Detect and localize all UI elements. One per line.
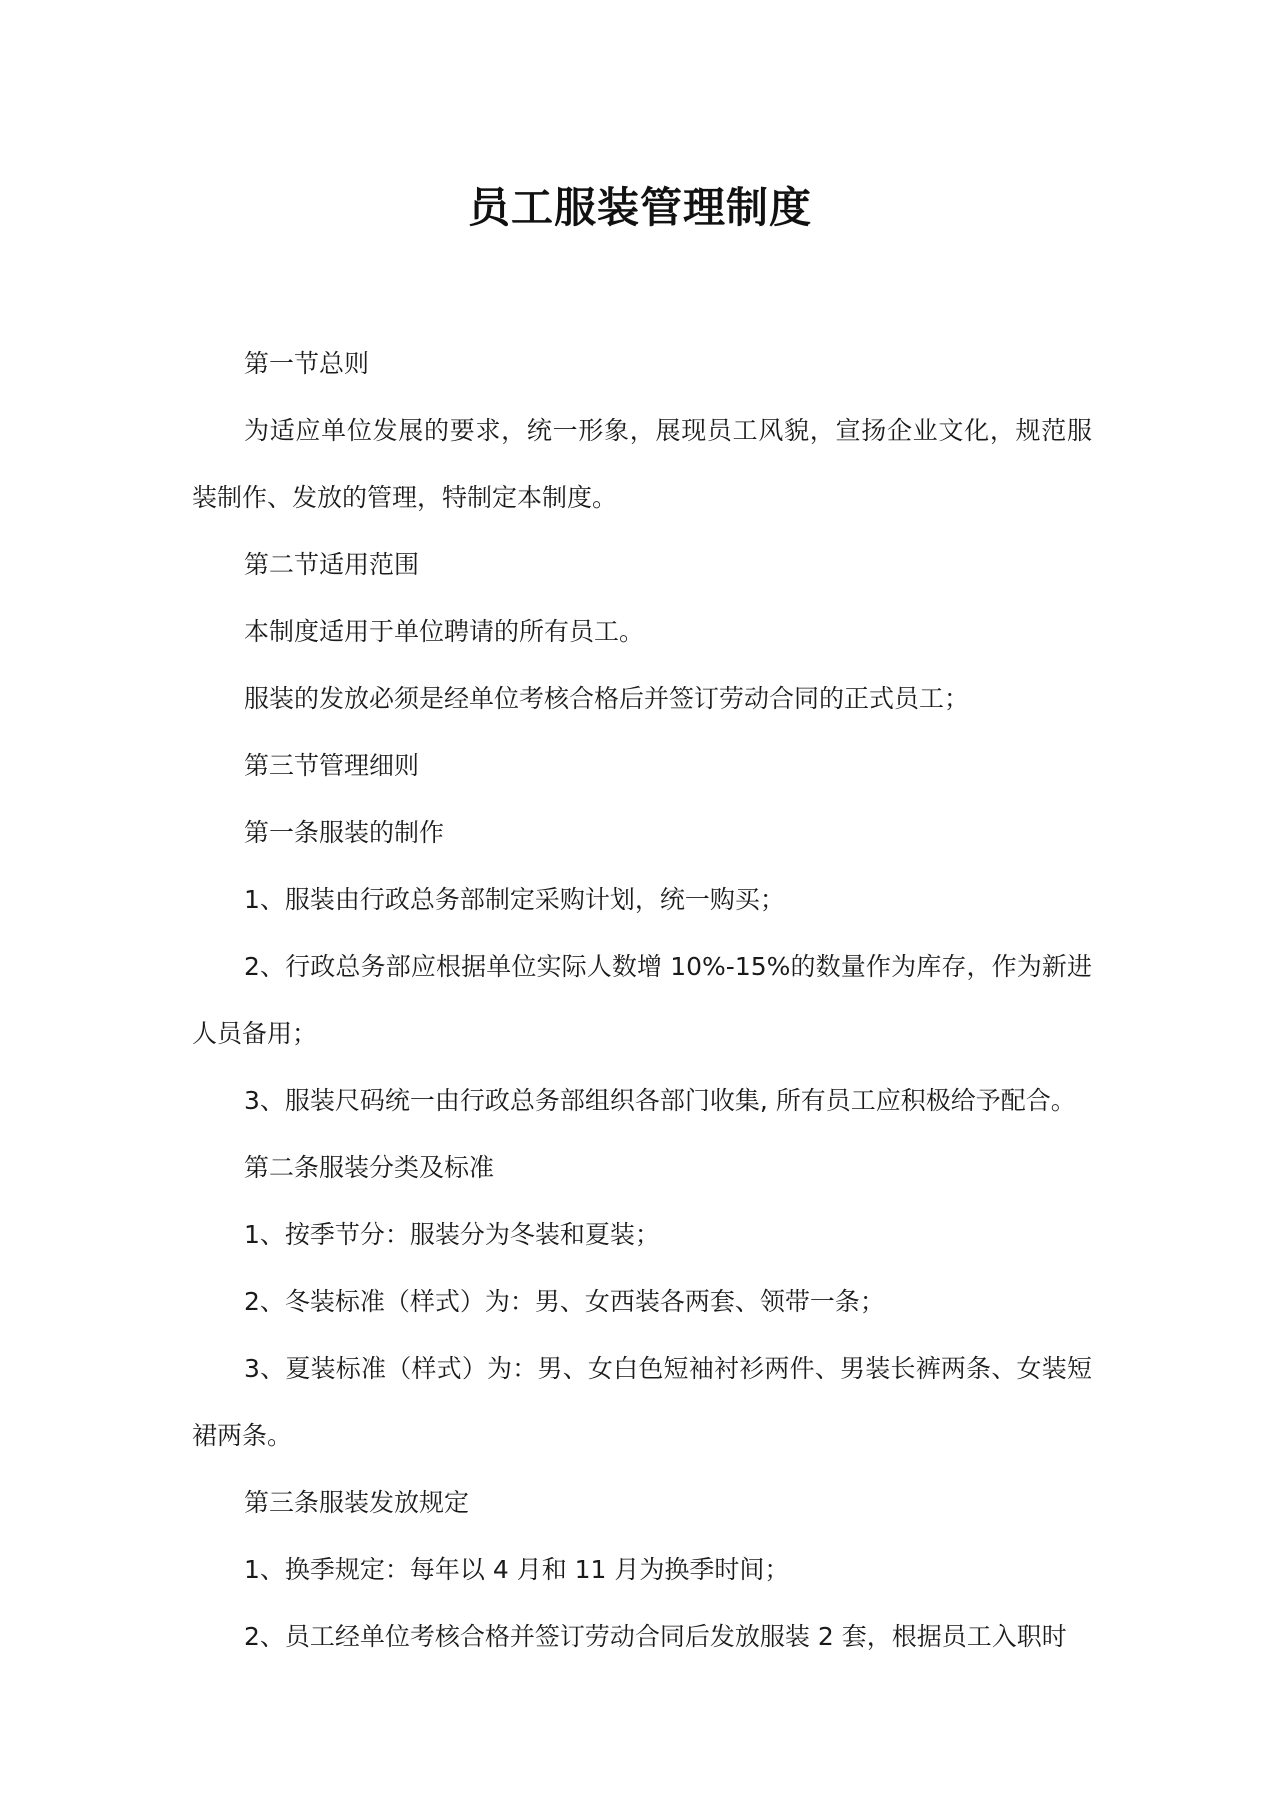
document-body <box>192 330 1092 1670</box>
list-item: 2、行政总务部应根据单位实际人数增 10%-15%的数量作为库存，作为新进人员备用； <box>192 952 1092 1048</box>
list-item: 2、冬装标准（样式）为：男、女西装各两套、领带一条； <box>244 1287 885 1316</box>
section-heading: 第二节适用范围 <box>244 550 420 579</box>
paragraph: 为适应单位发展的要求，统一形象，展现员工风貌，宣扬企业文化，规范服装制作、发放的管理，特制定本制度。 <box>192 416 1092 512</box>
list-item: 1、换季规定：每年以 4 月和 11 月为换季时间； <box>244 1555 790 1584</box>
article-heading: 第二条服装分类及标准 <box>244 1153 495 1182</box>
list-item: 3、夏装标准（样式）为：男、女白色短袖衬衫两件、男装长裤两条、女装短裙两条。 <box>192 1354 1092 1450</box>
paragraph: 服装的发放必须是经单位考核合格后并签订劳动合同的正式员工； <box>244 684 970 713</box>
article-heading: 第一条服装的制作 <box>244 818 445 847</box>
article-heading: 第三条服装发放规定 <box>244 1488 470 1517</box>
section-heading: 第一节总则 <box>244 349 370 378</box>
list-item: 3、服装尺码统一由行政总务部组织各部门收集, 所有员工应积极给予配合。 <box>244 1086 1076 1115</box>
section-heading: 第三节管理细则 <box>244 751 420 780</box>
list-item: 1、服装由行政总务部制定采购计划，统一购买； <box>244 885 785 914</box>
list-item: 1、按季节分：服装分为冬装和夏装； <box>244 1220 660 1249</box>
paragraph: 本制度适用于单位聘请的所有员工。 <box>244 617 645 646</box>
document-title: 员工服装管理制度 <box>467 183 812 232</box>
list-item: 2、员工经单位考核合格并签订劳动合同后发放服装 2 套，根据员工入职时 <box>244 1622 1067 1651</box>
